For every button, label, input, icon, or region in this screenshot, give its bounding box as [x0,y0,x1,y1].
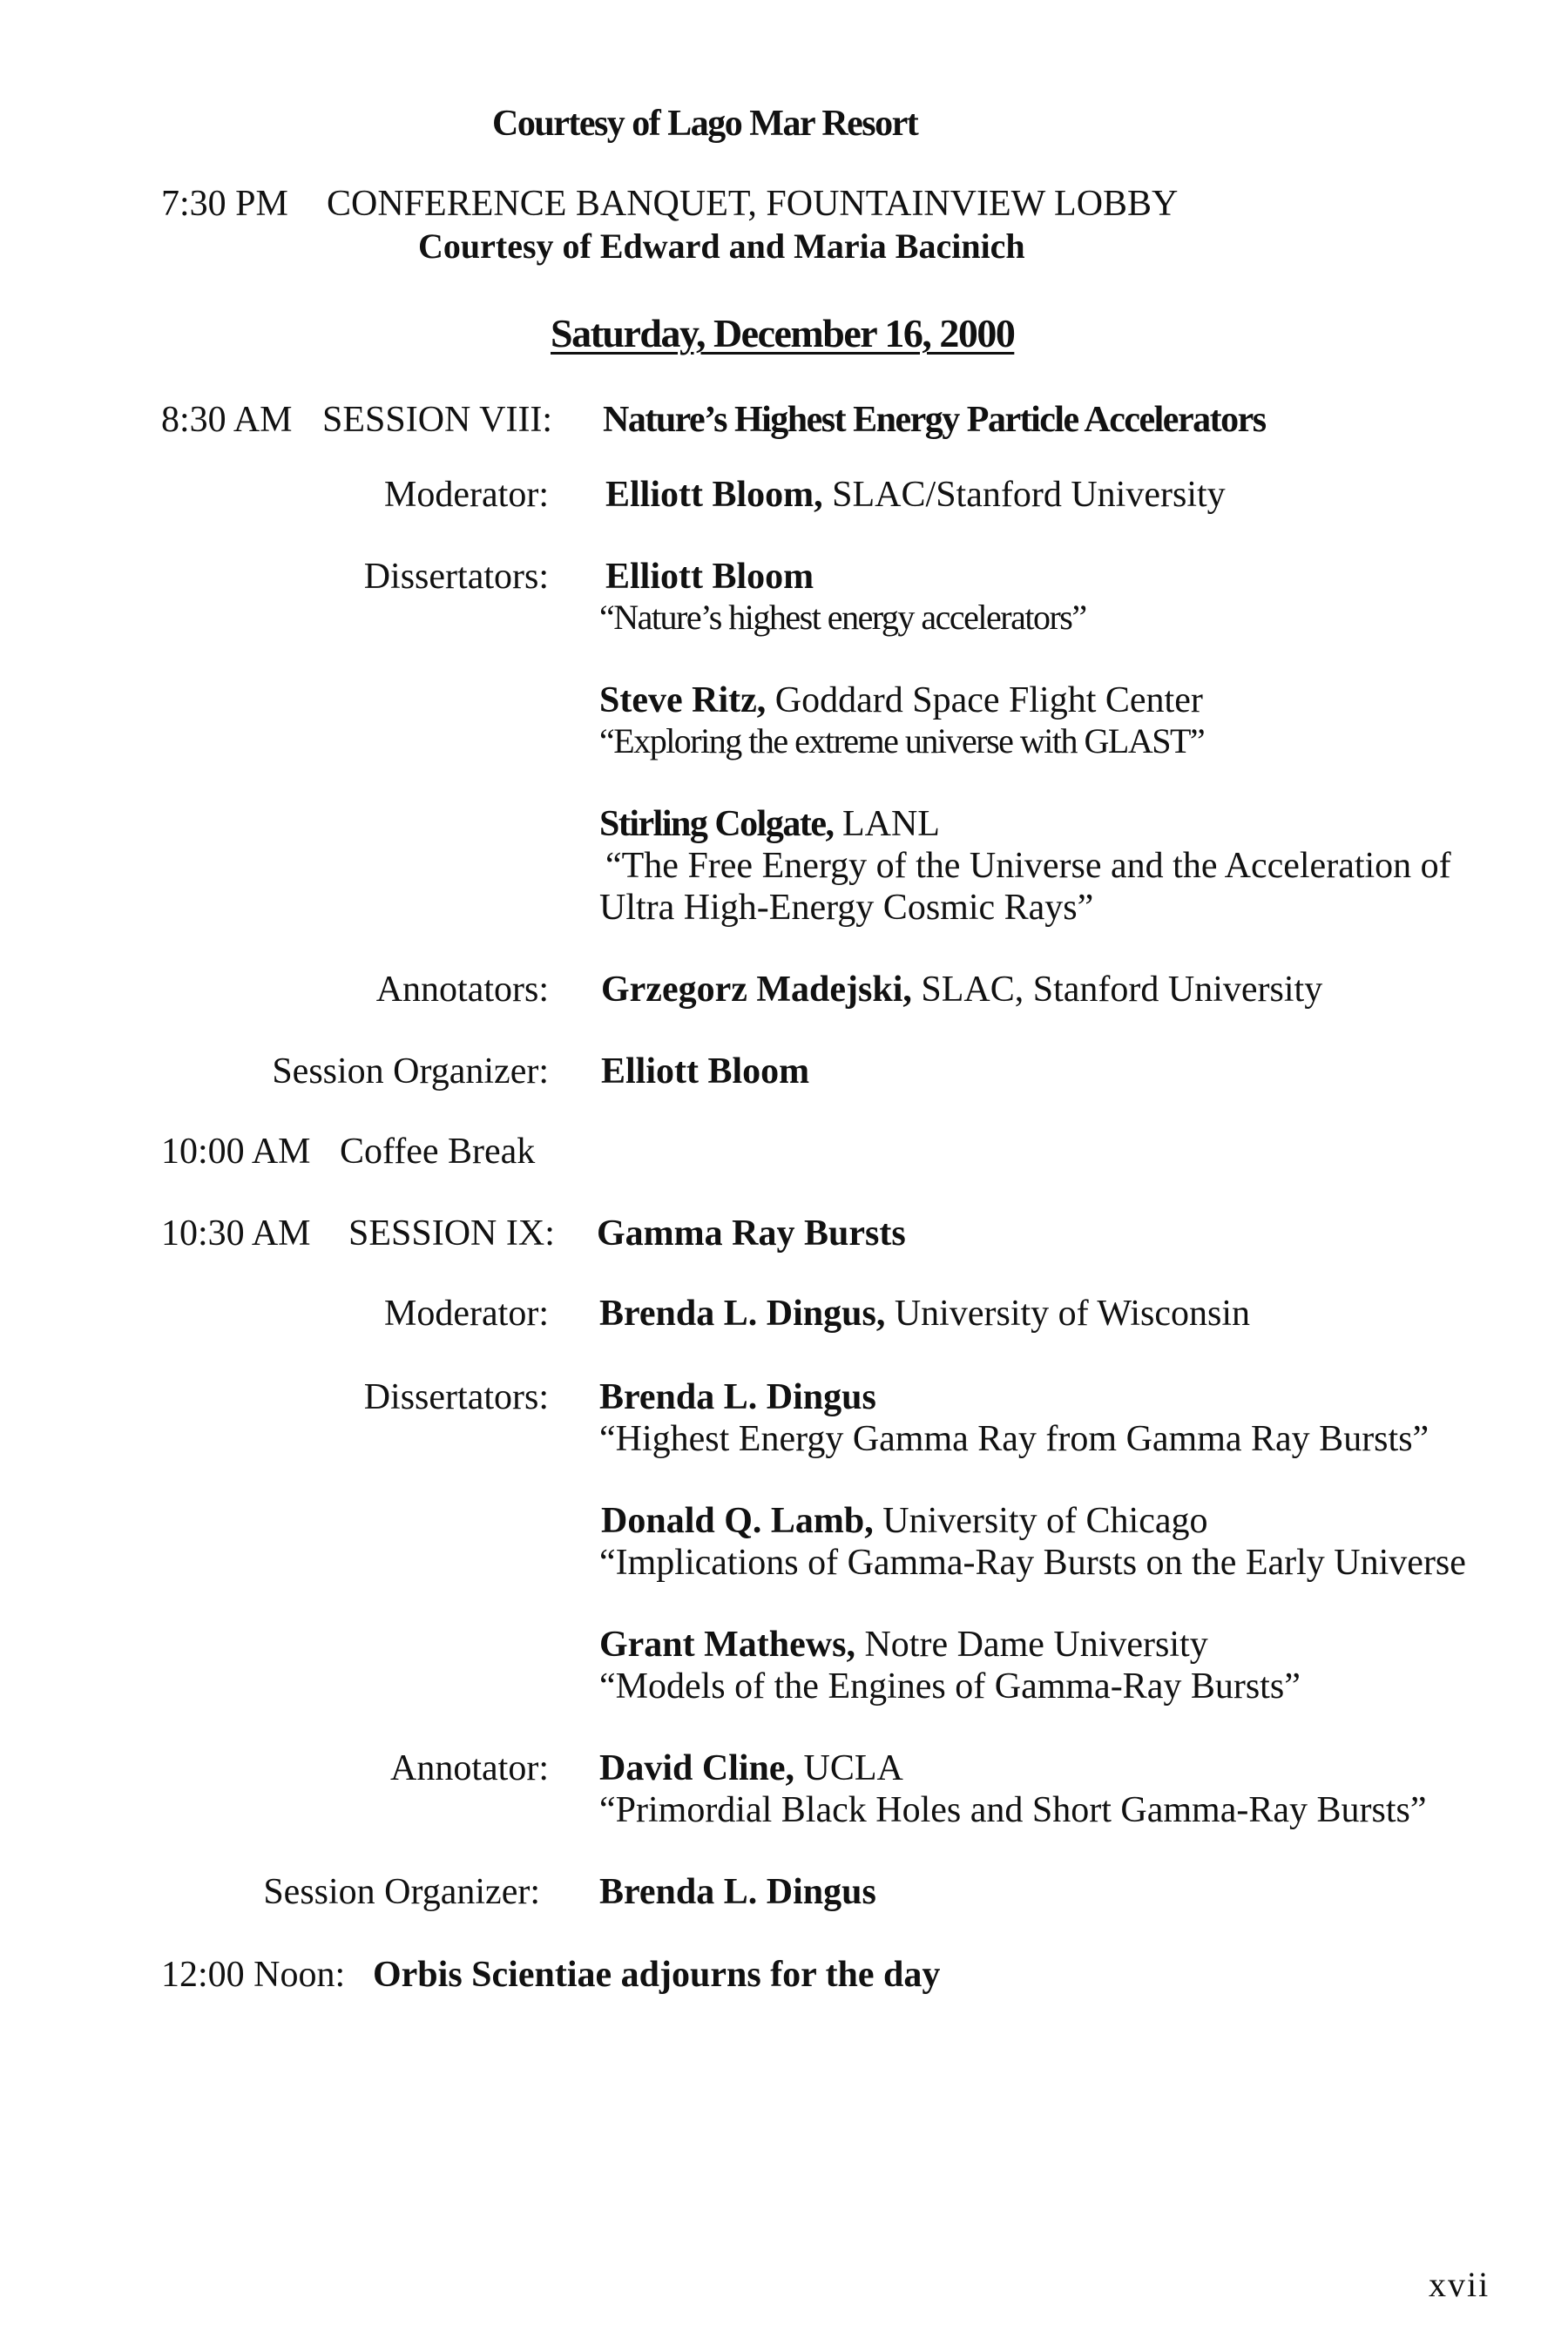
session8-label: SESSION VIII: [322,400,553,440]
session9-annotator-affil: UCLA [803,1748,903,1788]
session9-organizer-label: Session Organizer: [263,1872,540,1912]
session9-d1-name: Brenda L. Dingus [599,1377,876,1417]
session9-moderator-name: Brenda L. Dingus, [599,1294,886,1334]
session9-annotator-label: Annotator: [390,1748,549,1788]
banquet-time: 7:30 PM [161,184,288,224]
session8-d2 [599,679,1203,721]
session8-organizer-name: Elliott Bloom [601,1051,810,1092]
session9-dissertators-label: Dissertators: [363,1377,549,1417]
session8-d3 [599,803,940,845]
session8-d2-talk: “Exploring the extreme universe with GLAST” [599,721,1205,760]
session8-time: 8:30 AM [161,400,293,440]
session9-organizer-name: Brenda L. Dingus [599,1872,876,1912]
session9-annotator-talk: “Primordial Black Holes and Short Gamma-Ray Bursts” [599,1790,1427,1830]
session8-dissertators-label: Dissertators: [363,557,549,597]
banquet-courtesy: Courtesy of Edward and Maria Bacinich [418,226,1025,266]
session8-title: Nature’s Highest Energy Particle Accelerators [603,400,1266,440]
session8-moderator-label: Moderator: [384,475,549,515]
coffee-label: Coffee Break [340,1132,536,1172]
session8-d1-talk: “Nature’s highest energy accelerators” [599,598,1086,637]
session9-moderator [599,1293,1250,1335]
session8-d3-talk-line1: “The Free Energy of the Universe and the Acceleration of [605,846,1451,886]
session9-d3 [599,1624,1208,1666]
courtesy-lago: Courtesy of Lago Mar Resort [492,104,918,144]
session9-d2-name: Donald Q. Lamb, [601,1501,874,1541]
session8-annotator-affil: SLAC, Stanford University [921,970,1323,1010]
session9-d2 [601,1500,1208,1542]
session9-label: SESSION IX: [348,1213,555,1254]
session8-d2-affil: Goddard Space Flight Center [774,680,1203,720]
session9-d3-affil: Notre Dame University [864,1625,1208,1665]
session9-d3-talk: “Models of the Engines of Gamma-Ray Bursts” [599,1666,1301,1707]
session8-d2-name: Steve Ritz, [599,680,767,720]
session9-d2-talk: “Implications of Gamma-Ray Bursts on the Early Universe [599,1543,1466,1583]
day-title: Saturday, December 16, 2000 [551,311,1015,355]
session8-moderator-affil: SLAC/Stanford University [832,475,1226,515]
session8-annotator [601,969,1322,1010]
banquet-title: CONFERENCE BANQUET, FOUNTAINVIEW LOBBY [327,184,1179,224]
session8-moderator-name: Elliott Bloom, [605,475,823,515]
session8-annotator-name: Grzegorz Madejski, [601,970,912,1010]
session9-d3-name: Grant Mathews, [599,1625,855,1665]
session9-annotator [599,1747,903,1789]
closing-time: 12:00 Noon: [161,1955,346,1995]
session9-time: 10:30 AM [161,1213,311,1254]
session8-d3-affil: LANL [841,804,940,844]
session8-organizer-label: Session Organizer: [272,1051,549,1092]
session8-d1-name: Elliott Bloom [605,557,814,597]
session9-d1-talk: “Highest Energy Gamma Ray from Gamma Ray Bursts” [599,1419,1429,1459]
session9-moderator-label: Moderator: [384,1294,549,1334]
session9-title: Gamma Ray Bursts [597,1213,906,1254]
session9-moderator-affil: University of Wisconsin [894,1294,1251,1334]
session8-annotators-label: Annotators: [375,970,549,1010]
session8-d3-talk-line2: Ultra High-Energy Cosmic Rays” [599,888,1094,928]
session8-d3-name: Stirling Colgate, [599,804,834,844]
coffee-time: 10:00 AM [161,1132,311,1172]
session9-annotator-name: David Cline, [599,1748,795,1788]
session9-d2-affil: University of Chicago [882,1501,1208,1541]
session8-moderator [605,474,1226,516]
page-number: xvii [1429,2265,1490,2304]
closing-text: Orbis Scientiae adjourns for the day [373,1955,941,1995]
